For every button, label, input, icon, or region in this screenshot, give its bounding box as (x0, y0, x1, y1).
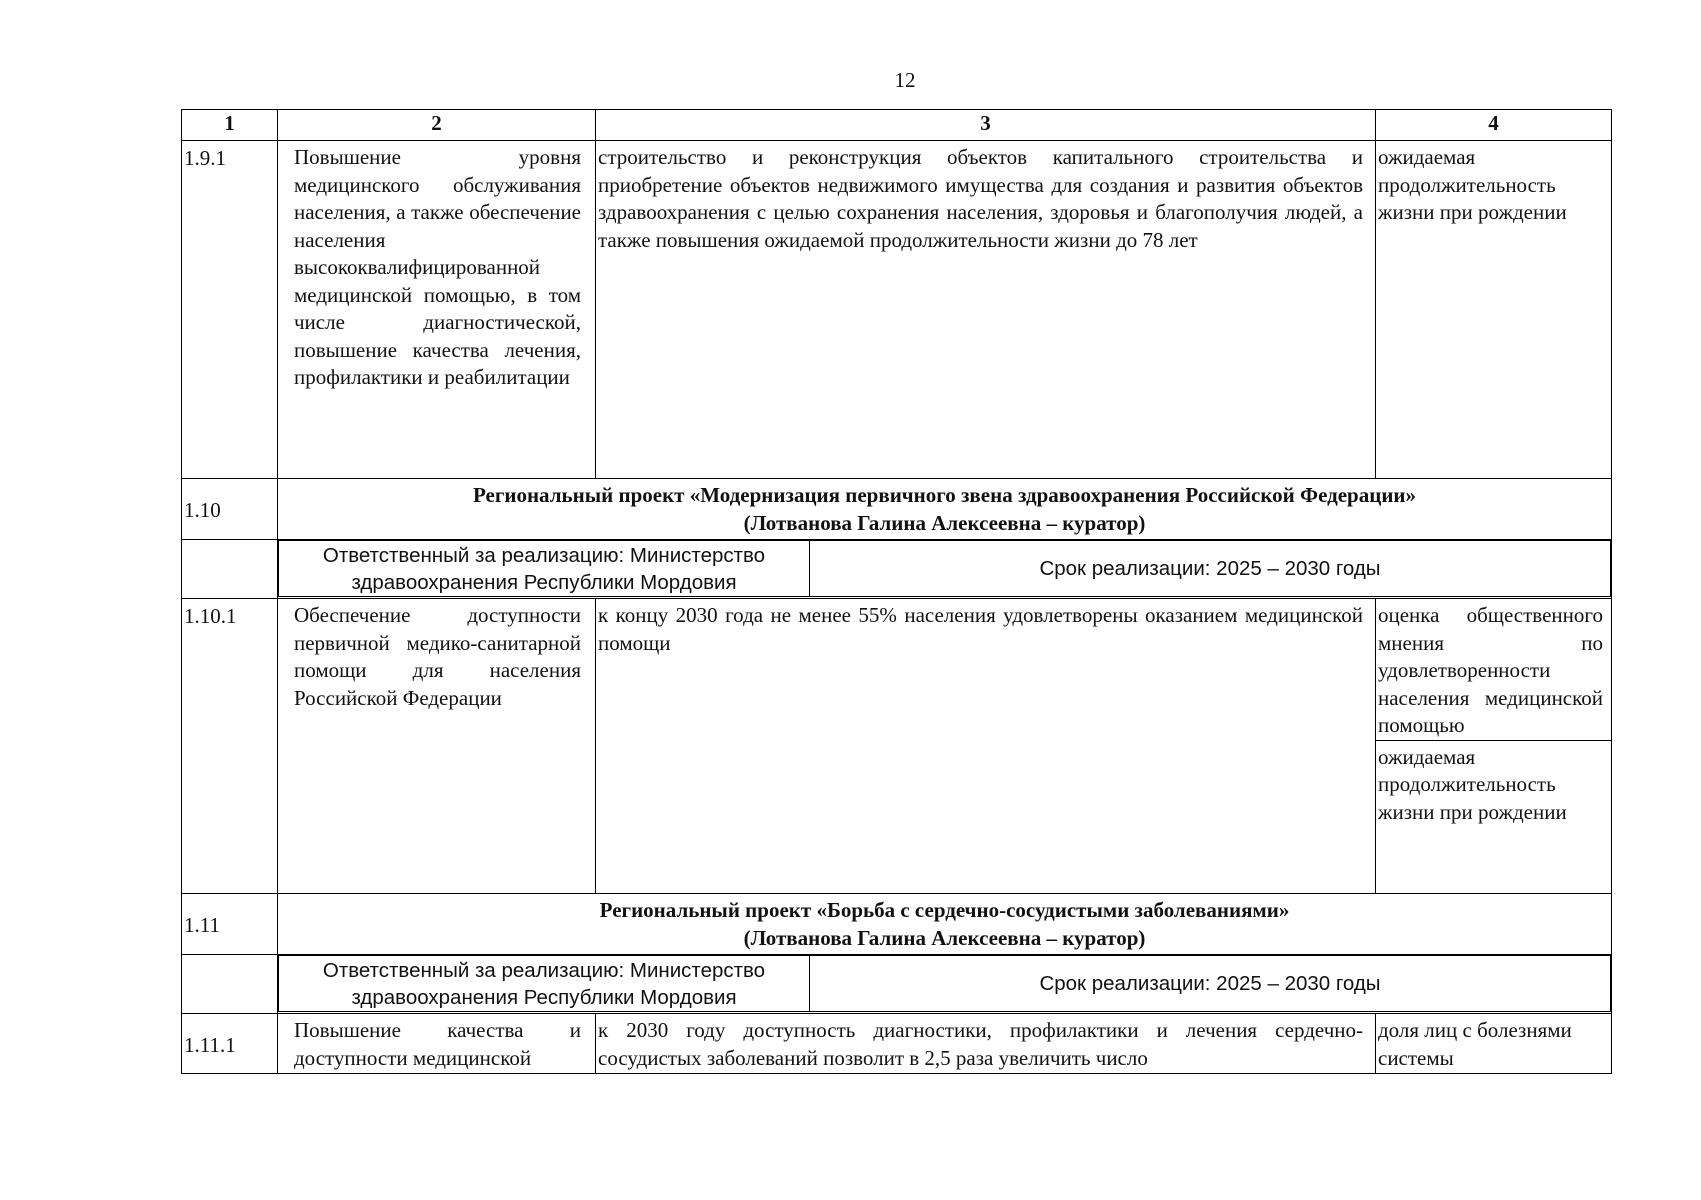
indicator-cell (1376, 599, 1612, 894)
project-meta-split (278, 540, 1611, 597)
project-meta-split (278, 955, 1611, 1012)
page-number: 12 (894, 68, 916, 92)
task-cell: Обеспечение доступности первичной медико-санитарной помощи для населения Российской Федерации (278, 599, 596, 894)
indicator-cell: доля лиц с болезнями системы (1376, 1014, 1612, 1074)
responsible-text: Ответственный за реализацию: Министерство здравоохранения Республики Мордовия (279, 956, 810, 1012)
task-cell: Повышение уровня медицинского обслуживания населения, а также обеспечение населения высококвалифицированной медицинской помощью, в том числе диагностической, повышение качества лечения, профилактики и реабилитации (278, 141, 596, 479)
project-number: 1.11 (182, 894, 278, 955)
project-row (182, 479, 1612, 540)
term-text: Срок реализации: 2025 – 2030 годы (810, 541, 1611, 597)
table-row (182, 141, 1612, 479)
term-text: Срок реализации: 2025 – 2030 годы (810, 956, 1611, 1012)
indicator-text-2: ожидаемая продолжительность жизни при рождении (1376, 740, 1611, 827)
column-header-2: 2 (278, 110, 596, 141)
project-title (278, 479, 1612, 540)
row-number: 1.11.1 (182, 1014, 278, 1074)
responsible-text: Ответственный за реализацию: Министерство здравоохранения Республики Мордовия (279, 541, 810, 597)
document-table (181, 109, 1612, 1074)
table-row (182, 599, 1612, 894)
project-meta-row (182, 955, 1612, 1014)
row-number: 1.9.1 (182, 141, 278, 479)
project-curator-line: (Лотванова Галина Алексеевна – куратор) (743, 511, 1146, 535)
table-header-row (182, 110, 1612, 141)
project-curator-line: (Лотванова Галина Алексеевна – куратор) (743, 926, 1146, 950)
table-row (182, 1014, 1612, 1074)
column-header-3: 3 (596, 110, 1376, 141)
project-number: 1.10 (182, 479, 278, 540)
result-cell: к концу 2030 года не менее 55% населения удовлетворены оказанием медицинской помощи (596, 599, 1376, 894)
column-header-1: 1 (182, 110, 278, 141)
indicator-cell: ожидаемая продолжительность жизни при рождении (1376, 141, 1612, 479)
project-title-line-1: Региональный проект «Борьба с сердечно-сосудистыми заболеваниями» (599, 898, 1290, 922)
empty-number-cell (182, 955, 278, 1014)
project-title-line-1: Региональный проект «Модернизация первичного звена здравоохранения Российской Федерации» (472, 483, 1417, 507)
indicator-text-1: оценка общественного мнения по удовлетворенности населения медицинской помощью (1378, 603, 1603, 737)
result-cell: строительство и реконструкция объектов капитального строительства и приобретение объектов недвижимого имущества для создания и развития объектов здравоохранения с целью сохранения населения, здоровья и благополучия людей, а также повышения ожидаемой продолжительности жизни до 78 лет (596, 141, 1376, 479)
project-row (182, 894, 1612, 955)
project-meta-cell (278, 955, 1612, 1014)
row-number: 1.10.1 (182, 599, 278, 894)
project-meta-row (182, 540, 1612, 599)
task-cell: Повышение качества и доступности медицинской (278, 1014, 596, 1074)
result-cell: к 2030 году доступность диагностики, профилактики и лечения сердечно-сосудистых заболеваний позволит в 2,5 раза увеличить число (596, 1014, 1376, 1074)
column-header-4: 4 (1376, 110, 1612, 141)
empty-number-cell (182, 540, 278, 599)
project-title (278, 894, 1612, 955)
project-meta-cell (278, 540, 1612, 599)
